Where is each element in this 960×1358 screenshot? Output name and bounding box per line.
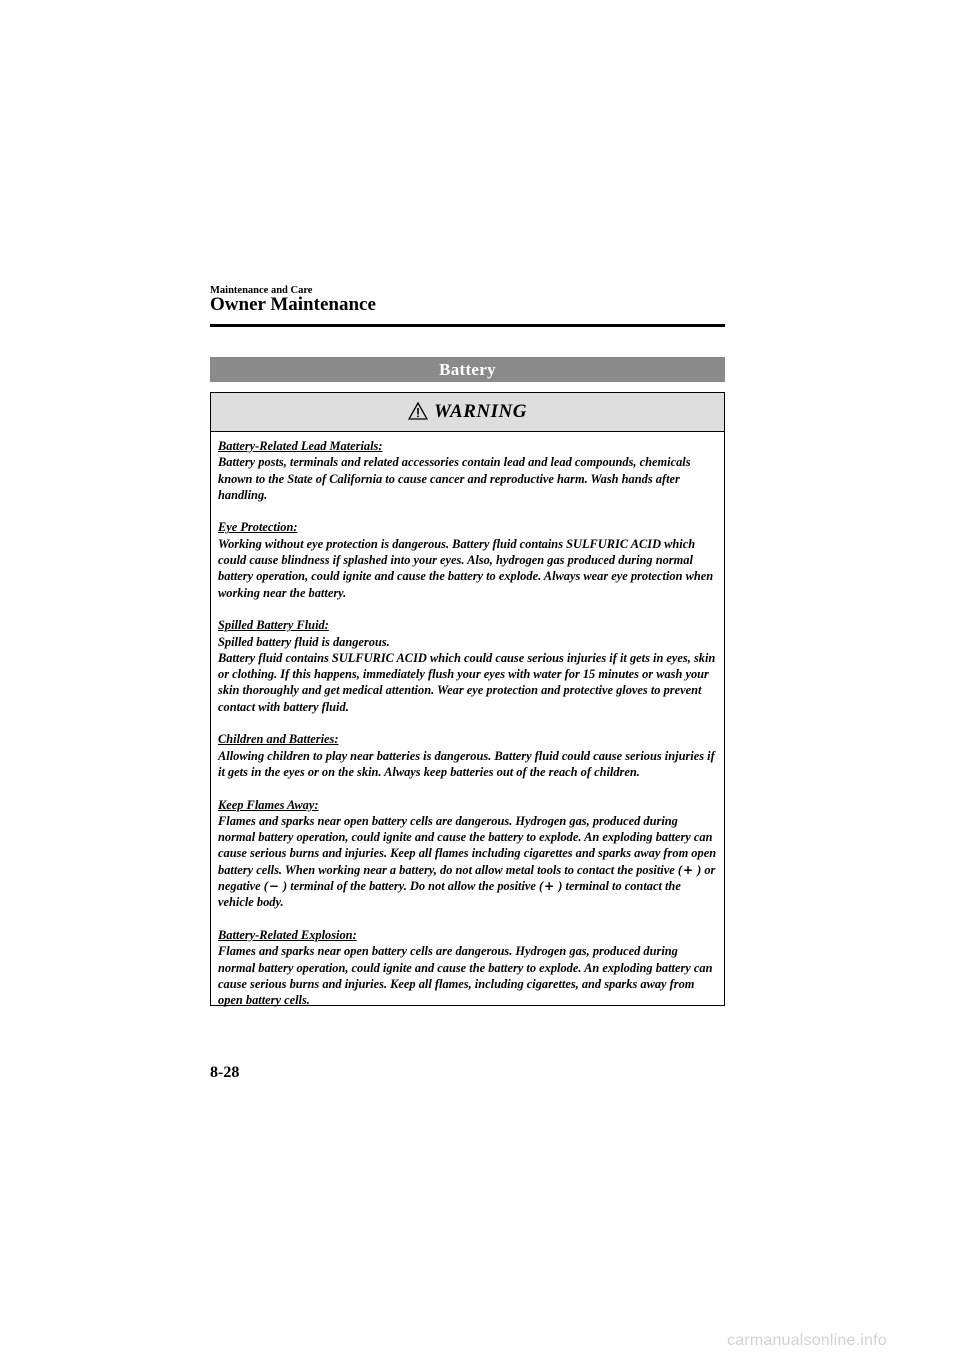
chapter-label: Maintenance and Care [210, 285, 313, 296]
text-part: ) or negative ( [218, 862, 716, 894]
plus-symbol-icon: + [544, 879, 555, 894]
section-text: Flames and sparks near open battery cells are dangerous. Hydrogen gas, produced during normal battery operation, could ignite and cause the battery to explode. An exploding battery can cause serious burns and injuries. Keep all flames, including cigarettes, and sparks away from open battery cells. [218, 944, 713, 1008]
section-heading: Keep Flames Away: [218, 797, 319, 812]
text-part: ) terminal to contact the vehicle body. [218, 879, 681, 910]
plus-symbol-icon: + [682, 862, 694, 877]
section-text: Spilled battery fluid is dangerous. [218, 634, 390, 649]
section-title: Owner Maintenance [210, 294, 376, 315]
warning-section-eye-protection [218, 519, 718, 600]
page-number: 8-28 [210, 1064, 240, 1081]
topic-banner: Battery [210, 357, 725, 382]
warning-box [210, 392, 725, 1006]
title-divider [210, 324, 725, 327]
warning-section-spilled-fluid [218, 617, 718, 715]
section-heading: Spilled Battery Fluid: [218, 618, 329, 633]
section-heading: Battery-Related Explosion: [218, 927, 357, 942]
warning-header [211, 393, 724, 432]
section-heading: Eye Protection: [218, 520, 298, 535]
warning-section-flames [218, 797, 718, 911]
section-heading: Battery-Related Lead Materials: [218, 439, 383, 453]
section-text: Working without eye protection is dangerous. Battery fluid contains SULFURIC ACID which could cause blindness if splashed into your eyes. Also, hydrogen gas produced during normal battery operation, could ignite and cause the battery to explode. Always wear eye protection when working near the battery. [218, 536, 714, 600]
warning-section-lead-materials [218, 438, 718, 503]
minus-symbol-icon: − [268, 879, 279, 894]
section-text: Battery posts, terminals and related accessories contain lead and lead compounds, chemicals known to the State of California to cause cancer and reproductive harm. Wash hands after handling. [218, 455, 691, 502]
section-text [218, 813, 718, 911]
warning-section-children [218, 731, 718, 780]
section-text: Battery fluid contains SULFURIC ACID which could cause serious injuries if it gets in eyes, skin or clothing. If this happens, immediately flush your eyes with water for 15 minutes or wash your skin thoroughly and get medical attention. Wear eye protection and protective gloves to prevent contact with battery fluid. [218, 650, 716, 714]
warning-title: WARNING [434, 401, 527, 422]
warning-body [211, 432, 724, 1008]
watermark: carmanualsonline.info [727, 1332, 887, 1349]
text-part: Flames and sparks near open battery cells are dangerous. Hydrogen gas, produced during normal battery operation, could ignite and cause the battery to explode. An exploding battery can cause serious burns and injuries. Keep all flames including cigarettes and sparks away from open battery cells. When working near a battery, do not allow metal tools to contact the positive ( [218, 813, 717, 877]
section-heading: Children and Batteries: [218, 732, 339, 747]
section-text: Allowing children to play near batteries is dangerous. Battery fluid could cause serious injuries if it gets in the eyes or on the skin. Always keep batteries out of the reach of children. [218, 748, 715, 779]
warning-triangle-icon [408, 402, 428, 420]
text-part: ) terminal of the battery. Do not allow the positive ( [279, 879, 544, 894]
warning-section-explosion [218, 927, 718, 1008]
